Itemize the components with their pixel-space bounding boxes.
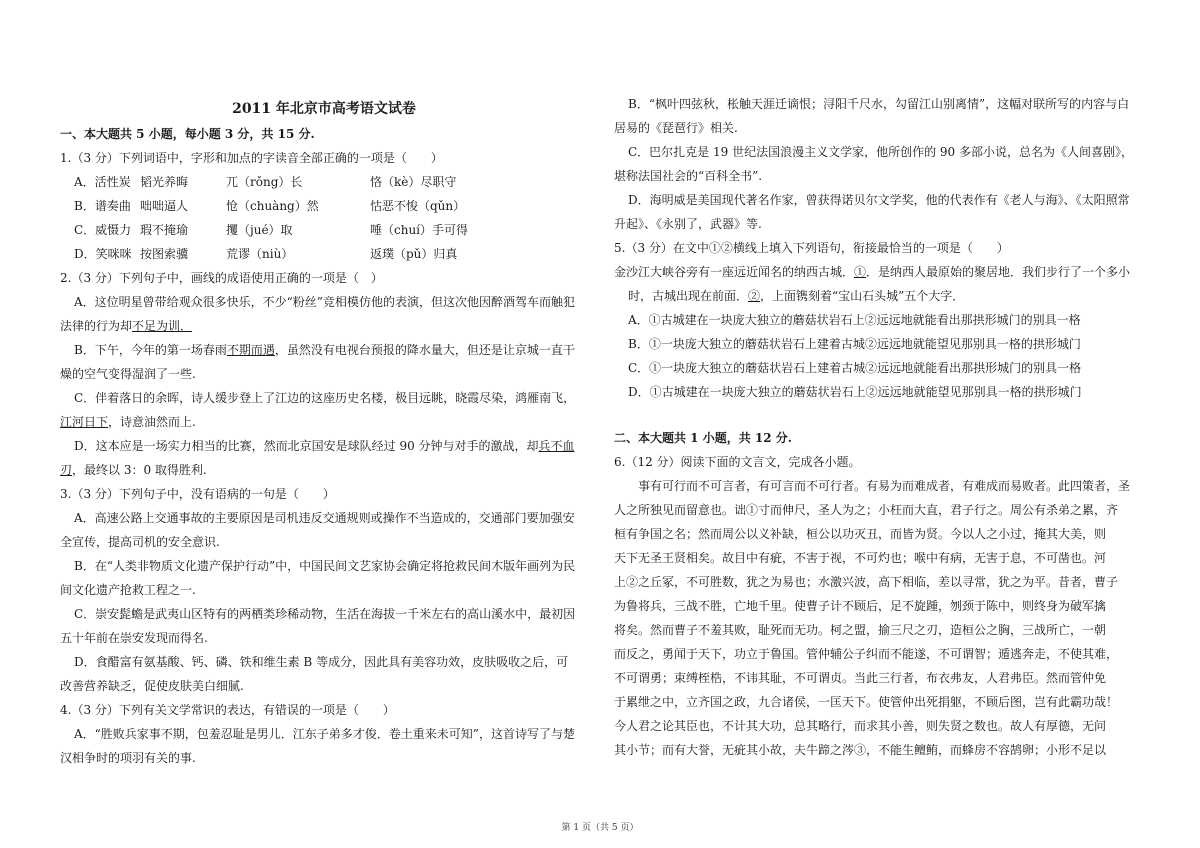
underlined-idiom: 刃 — [60, 463, 73, 477]
question-4-option-d: D．海明威是美国现代著名作家，曾获得诺贝尔文学奖，他的代表作有《老人与海》、《太阳照常 — [628, 193, 1130, 207]
question-1-option-a — [60, 170, 588, 194]
text: ．是纳西人最原始的聚居地．我们步行了一个多小 — [866, 265, 1131, 279]
question-2-option-a: A．这位明星曾带给观众很多快乐，不少“粉丝”竞相模仿他的表演，但这次他因醉酒驾车而触犯 — [74, 295, 575, 309]
text: B．下午，今年的第一场春雨 — [74, 343, 227, 357]
text: 时，古城出现在前面． — [628, 289, 749, 303]
question-2-option-b — [60, 338, 588, 362]
underlined-idiom: 不期而遇 — [226, 343, 275, 357]
passage-line: 于累绁之中，立齐国之政，九合诸侯，一匡天下。使管仲出死捐躯，不顾后图，岂有此霸功哉！ — [614, 695, 1119, 709]
question-4-option-a-cont: 汉相争时的项羽有关的事. — [60, 751, 196, 765]
underlined-idiom: 不足为训． — [132, 319, 193, 333]
option-cell: 攫（jué）取 — [226, 223, 293, 237]
question-3-option-a: A．高速公路上交通事故的主要原因是司机违反交通规则或操作不当造成的，交通部门要加强安 — [74, 511, 575, 525]
question-3-option-b: B．在“人类非物质文化遗产保护行动”中，中国民间文艺家协会确定将抢救民间木版年画列为民 — [74, 559, 576, 573]
question-5-option-a: A．①古城建在一块庞大独立的蘑菇状岩石上②远远地就能看出那拱形城门的别具一格 — [628, 313, 1081, 327]
option-cell: 荒谬（niù） — [226, 247, 294, 261]
question-3-stem: 3.（3 分）下列句子中，没有语病的一句是（ ） — [60, 487, 335, 501]
question-2-option-a-cont — [60, 314, 588, 338]
question-2-option-d-cont — [60, 458, 588, 482]
question-5-option-d: D．①古城建在一块庞大独立的蘑菇状岩石上②远远地就能望见那别具一格的拱形城门 — [628, 385, 1082, 399]
question-1-option-b — [60, 194, 588, 218]
blank-2: ② — [748, 289, 761, 303]
left-column — [60, 92, 588, 770]
question-4-option-d-cont: 升起》、《永别了，武器》等. — [614, 217, 762, 231]
option-cell: 怙恶不悛（qǔn） — [370, 199, 466, 213]
underlined-idiom: 江河日下 — [60, 415, 109, 429]
question-2-stem: 2.（3 分）下列句子中，画线的成语使用正确的一项是（ ） — [60, 271, 383, 285]
question-4-option-c: C．巴尔扎克是 19 世纪法国浪漫主义文学家，他所创作的 90 多部小说，总名为《人间喜剧》， — [628, 145, 1133, 159]
passage-line: 今人君之论其臣也，不计其大功，总其略行，而求其小善，则失贤之数也。故人有厚德，无问 — [614, 719, 1107, 733]
blank-1: ① — [854, 265, 867, 279]
passage-line: 桓有争国之名；然而周公以义补缺，桓公以功灭丑，而皆为贤。今以人之小过，掩其大美，则 — [614, 527, 1107, 541]
question-5-stem: 5.（3 分）在文中①②横线上填入下列语句，衔接最恰当的一项是（ ） — [614, 241, 1009, 255]
text: 金沙江大峡谷旁有一座远近闻名的纳西古城． — [614, 265, 855, 279]
question-3-option-b-cont: 间文化遗产抢救工程之一. — [60, 583, 196, 597]
question-3-option-d: D．食醋富有氨基酸、钙、磷、铁和维生素 B 等成分，因此具有美容功效，皮肤吸收之后，可 — [74, 655, 569, 669]
spacer — [614, 404, 1139, 426]
option-cell: B．谱奏曲 — [74, 199, 131, 213]
question-5-option-b: B．①一块庞大独立的蘑菇状岩石上建着古城②远远地就能望见那别具一格的拱形城门 — [628, 337, 1081, 351]
question-4-stem: 4.（3 分）下列有关文学常识的表达，有错误的一项是（ ） — [60, 703, 395, 717]
question-3-option-c-cont: 五十年前在崇安发现而得名. — [60, 631, 208, 645]
question-1-option-c — [60, 218, 588, 242]
passage-line: 不可谓勇；束缚桎梏，不讳其耻，不可谓贞。当此三行者，布衣弗友，人君弗臣。然而管仲免 — [614, 671, 1107, 685]
passage-line: 事有可行而不可言者，有可言而不可行者。有易为而难成者，有难成而易败者。此四策者，圣 — [614, 479, 1131, 493]
question-2-option-d — [60, 434, 588, 458]
question-4-option-b-cont: 居易的《琵琶行》相关. — [614, 121, 738, 135]
question-3 — [60, 482, 588, 698]
passage-line: 天下无圣王贤相矣。故目中有疵，不害于视，不可灼也；喉中有病，无害于息，不可凿也。河 — [614, 551, 1107, 565]
option-cell: 唾（chuí）手可得 — [370, 223, 469, 237]
text: ，上面镌刻着“宝山石头城”五个大字． — [760, 289, 965, 303]
option-cell: 咄咄逼人 — [140, 199, 189, 213]
passage-line: 而反之，勇闻于天下，功立于鲁国。管仲辅公子纠而不能遂，不可谓智；遁逃奔走，不使其难， — [614, 647, 1119, 661]
option-cell: 兀（rǒng）长 — [226, 175, 303, 189]
question-3-option-d-cont: 改善营养缺乏，促使皮肤美白细腻. — [60, 679, 244, 693]
question-5 — [614, 236, 1139, 404]
question-4-option-a: A．“胜败兵家事不期，包羞忍耻是男儿．江东子弟多才俊．卷土重来未可知”，这首诗写了与楚 — [74, 727, 575, 741]
option-cell: 按图索骥 — [140, 247, 189, 261]
option-cell: A．活性炭 — [74, 175, 131, 189]
option-cell: 瑕不掩瑜 — [140, 223, 189, 237]
question-4 — [60, 698, 588, 770]
right-column — [614, 92, 1139, 762]
question-2-option-c-cont — [60, 410, 588, 434]
option-cell: 恪（kè）尽职守 — [370, 175, 457, 189]
option-cell: 韬光养晦 — [140, 175, 189, 189]
question-3-option-a-cont: 全宣传，提高司机的安全意识. — [60, 535, 220, 549]
passage-line: 上②之丘冢，不可胜数，犹之为易也；水激兴波，高下相临，差以寻常，犹之为平。昔者，曹子 — [614, 575, 1119, 589]
question-6 — [614, 450, 1139, 762]
question-4-option-b: B．“枫叶四弦秋，枨触天涯迁谪恨；浔阳千尺水，勾留江山别离情”，这幅对联所写的内容与白 — [628, 97, 1130, 111]
passage-line: 为鲁将兵，三战不胜，亡地千里。使曹子计不顾后，足不旋踵，刎颈于陈中，则终身为破军擒 — [614, 599, 1107, 613]
page-title: 2011 年北京市高考语文试卷 — [232, 101, 416, 117]
question-4-option-c-cont: 堪称法国社会的“百科全书”. — [614, 169, 763, 183]
passage-line: 将矣。然而曹子不羞其败，耻死而无功。柯之盟，揄三尺之刃，造桓公之胸，三战所亡，一朝 — [614, 623, 1107, 637]
option-cell: C．威慑力 — [74, 223, 132, 237]
option-cell: 返璞（pǔ）归真 — [370, 247, 458, 261]
section-2-heading: 二、本大题共 1 小题，共 12 分. — [614, 431, 792, 445]
text: ，最终以 3：0 取得胜利. — [72, 463, 207, 477]
question-1-stem: 1.（3 分）下列词语中，字形和加点的字读音全部正确的一项是（ ） — [60, 151, 443, 165]
question-5-passage — [614, 260, 1139, 284]
passage-line: 其小节；而有大誉，无疵其小故，夫牛蹄之涔③，不能生鳣鲔，而蜂房不容鹄卵；小形不足以 — [614, 743, 1107, 757]
question-3-option-c: C．崇安髭蟾是武夷山区特有的两栖类珍稀动物，生活在海拔一千米左右的高山溪水中，最初因 — [74, 607, 576, 621]
text: D．这本应是一场实力相当的比赛，然而北京国安是球队经过 90 分钟与对手的激战，却 — [74, 439, 539, 453]
question-5-option-c: C．①一块庞大独立的蘑菇状岩石上建着古城②远远地就能看出那拱形城门的别具一格 — [628, 361, 1082, 375]
question-6-stem: 6.（12 分）阅读下面的文言文，完成各小题。 — [614, 455, 861, 469]
question-1 — [60, 146, 588, 266]
question-2 — [60, 266, 588, 482]
option-cell: D．笑咪咪 — [74, 247, 132, 261]
section-1-heading: 一、本大题共 5 小题，每小题 3 分，共 15 分. — [60, 127, 315, 141]
page-footer: 第 1 页（共 5 页） — [561, 823, 639, 833]
option-cell: 怆（chuàng）然 — [226, 199, 319, 213]
question-5-passage-cont — [614, 284, 1139, 308]
text: ，虽然没有电视台预报的降水量大，但还是让京城一直干 — [274, 343, 575, 357]
text: ，诗意油然而上. — [108, 415, 196, 429]
text: 法律的行为却 — [60, 319, 133, 333]
question-1-option-d — [60, 242, 588, 266]
question-2-option-c: C．伴着落日的余晖，诗人缓步登上了江边的这座历史名楼，极目远眺，晓霞尽染，鸿雁南飞， — [74, 391, 576, 405]
question-2-option-b-cont: 燥的空气变得湿润了一些. — [60, 367, 196, 381]
underlined-idiom: 兵不血 — [538, 439, 575, 453]
passage-line: 人之所独见而留意也。诎①寸而伸尺，圣人为之；小枉而大直，君子行之。周公有杀弟之累，齐 — [614, 503, 1119, 517]
